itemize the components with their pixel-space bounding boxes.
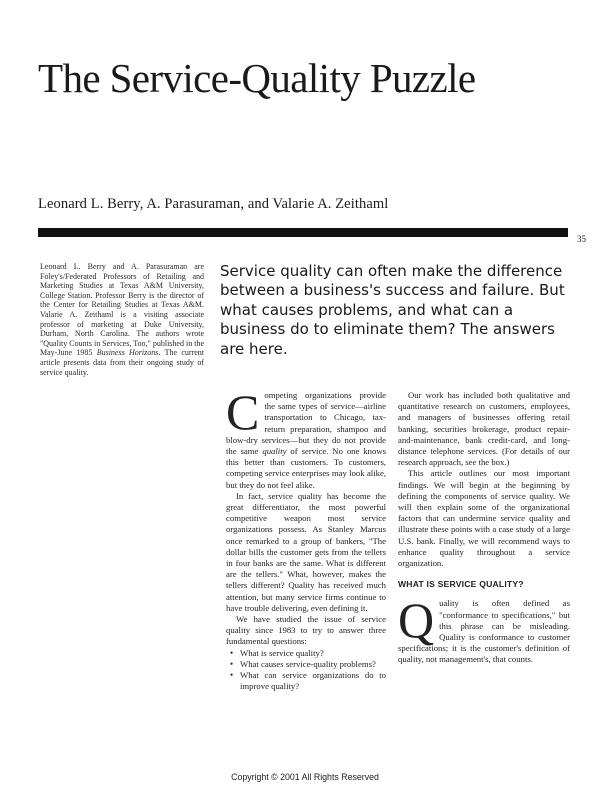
- list-item: • What is service quality?: [230, 648, 386, 659]
- paragraph: Our work has included both qualitative and quantitative research on customers, employees, and managers of businesses offering retail banking, securities brokerage, product repair-and-maintenance, bank credit-card, and long-distance telephone services. (For details of our research approach, see the box.): [398, 390, 570, 468]
- bio-journal: Business Horizons: [96, 348, 159, 358]
- lede-paragraph: Service quality can often make the difference between a business's success and failure. But what causes problems, and what can a business do to eliminate them? The answers are here.: [220, 262, 565, 358]
- paragraph: We have studied the issue of service quality since 1983 to try to answer three fundamental questions:: [226, 614, 386, 647]
- list-item: • What can service organizations do to improve quality?: [230, 670, 386, 692]
- list-item: • What causes service-quality problems?: [230, 659, 386, 670]
- body-column-1: [226, 384, 387, 692]
- paragraph-text: of service. No one knows this better than customers. To customers, competing service enterprises may look alike, but they do not feel alike.: [226, 446, 387, 490]
- paragraph: In fact, service quality has become the great differentiator, the most powerful competitive weapon most service organizations possess. As Stanley Marcus once remarked to a group of bankers, "The dollar bills the customer gets from the tellers in four banks are the same. What is different are the tellers." What, however, makes the tellers different? Quality has received much attention, but many service firms continue to have trouble delivering, even defining it.: [226, 490, 386, 613]
- drop-cap: C: [226, 384, 260, 440]
- question-list: [226, 648, 386, 693]
- article-title: The Service-Quality Puzzle: [38, 55, 476, 101]
- paragraph-text: uality is often defined as "conformance to specifications," but this phrase can be misleading. Quality is conformance to customer specifications; it is the customer's definition of quality, not management's, that counts.: [398, 598, 570, 665]
- article-authors: Leonard L. Berry, A. Parasuraman, and Valarie A. Zeithaml: [38, 196, 389, 212]
- header-rule: [38, 228, 568, 237]
- section-heading: WHAT IS SERVICE QUALITY?: [398, 579, 524, 590]
- copyright-footer: Copyright © 2001 All Rights Reserved: [231, 772, 379, 782]
- drop-cap: Q: [398, 592, 435, 649]
- emphasis: quality: [262, 446, 287, 457]
- paragraph-text: ompeting organizations provide the same types of service—airline transportation to Chicago, tax-return preparation, shampoo and blow-dry services—but they do not provide the same: [226, 390, 386, 457]
- body-column-2: [398, 390, 570, 666]
- bio-text-b: . The current article presents data from their ongoing study of service quality.: [40, 348, 205, 377]
- page-number: 35: [577, 234, 586, 244]
- paragraph: This article outlines our most important findings. We will begin at the beginning by defining the components of service quality. We will then explain some of the organizational factors that can undermine service quality and illustrate these points with a case study of a large U.S. bank. Finally, we will recommend ways to enhance quality throughout a service organization.: [398, 468, 570, 569]
- bio-text-a: Leonard L. Berry and A. Parasuraman are Foley's/Federated Professors of Retailing and Marketing Studies at Texas A&M University, College Station. Professor Berry is the director of the Center for Retailing Studies at Texas A&M. Valarie A. Zeithaml is a visiting associate professor of marketing at Duke University, Durham, North Carolina. The authors wrote "Quality Counts in Services, Too," published in the May-June 1985: [40, 262, 204, 358]
- paragraph: [226, 384, 387, 491]
- paragraph: [398, 592, 570, 665]
- author-bio: [40, 262, 204, 377]
